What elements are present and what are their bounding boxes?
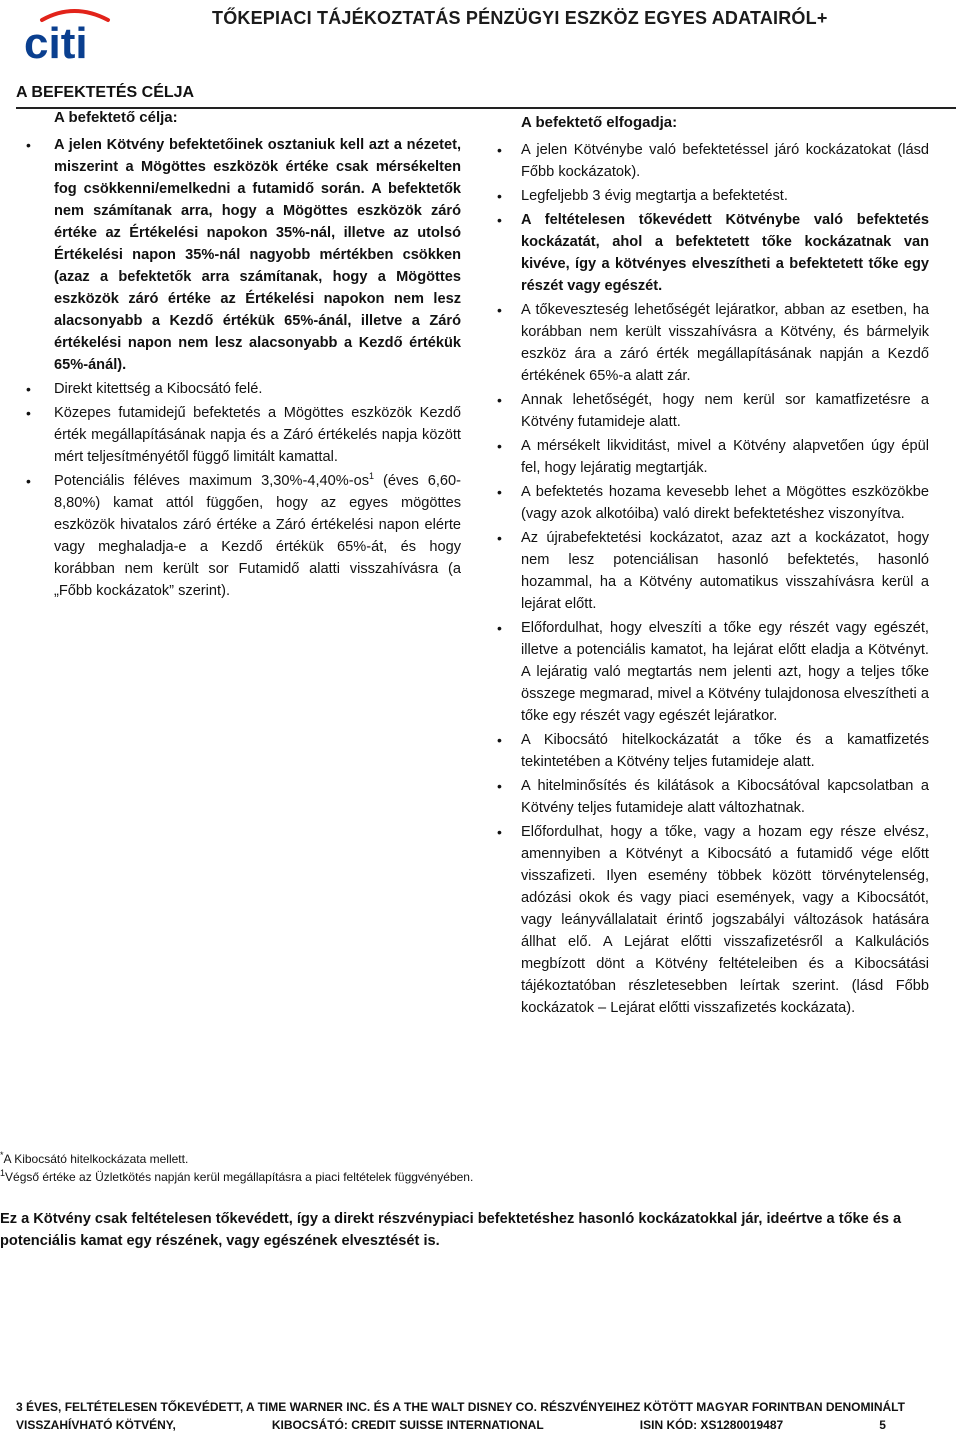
list-item xyxy=(497,821,929,1019)
bullet-icon: • xyxy=(26,405,31,421)
bullet-icon: • xyxy=(497,302,502,318)
footnote-text: Végső értéke az Üzletkötés napján kerül megállapításra a piaci feltételek függvényében. xyxy=(5,1170,474,1184)
list-item-text: A mérsékelt likviditást, mivel a Kötvény alapvetően úgy épül fel, hogy lejáratig megtartják. xyxy=(521,438,929,476)
bullet-icon: • xyxy=(497,620,502,636)
list-item xyxy=(497,299,929,387)
footnote xyxy=(0,1169,473,1185)
bullet-icon: • xyxy=(497,530,502,546)
bullet-icon: • xyxy=(497,212,502,228)
list-item xyxy=(497,435,929,479)
list-item-text-cont: (éves 6,60-8,80%) kamat attól függően, hogy az egyes mögöttes eszközök hivatalos záró értéke a Záró értékelési napon elérte vagy meghaladja-e a Kezdő értékük 65%-át, és hogy korábban nem került sor Futamidő alatti visszahívásra (a „Főbb kockázatok” szerint). xyxy=(54,473,461,599)
left-heading: A befektető célja: xyxy=(54,109,178,126)
bullet-icon: • xyxy=(497,142,502,158)
list-item-text: A tőkeveszteség lehetőségét lejáratkor, abban az esetben, ha korábban nem került visszahívásra a Kötvény, és bármelyik eszköz ára a záró érték megállapításának napján a Kezdő értékének 65%-a alatt zár. xyxy=(521,302,929,384)
bullet-icon: • xyxy=(497,778,502,794)
list-item-text: Előfordulhat, hogy a tőke, vagy a hozam egy része elvész, amennyiben a Kötvényt a Kibocsátó a futamidő vége előtt visszafizeti. Ilyen esemény többek között törvénytelenség, adózási okok és vagy piaci események, vagy a Kibocsátót, vagy leányvállalatait érintő jogszabályi változások hatására állhat elő. A Lejárat előtti visszafizetésről a Kalkulációs megbízott dönt a Kötvény feltételeiben és a Kibocsátási tájékoztatóban részletesebben leírtak szerint. (lásd Főbb kockázatok – Lejárat előtti visszafizetés kockázata). xyxy=(521,824,929,1016)
bullet-icon: • xyxy=(26,381,31,397)
bullet-icon: • xyxy=(26,473,31,489)
list-item xyxy=(26,378,461,400)
list-item-text: Direkt kitettség a Kibocsátó felé. xyxy=(54,381,263,397)
list-item-text: Annak lehetőségét, hogy nem kerül sor kamatfizetésre a Kötvény futamideje alatt. xyxy=(521,392,929,430)
right-bullet-list xyxy=(497,139,929,1019)
bullet-icon: • xyxy=(497,188,502,204)
footnote-mark: * xyxy=(0,1150,4,1160)
bullet-icon: • xyxy=(497,484,502,500)
footnote xyxy=(0,1151,473,1167)
list-item-bold: A feltételesen tőkevédett Kötvénybe való befektetés kockázatát, ahol a befektetett tőke kockázatnak van kivéve, így a kötvényes elveszítheti a befektetett tőke egy részét vagy egészét. xyxy=(521,212,929,294)
right-heading: A befektető elfogadja: xyxy=(521,114,678,131)
bullet-icon: • xyxy=(26,137,31,153)
footer-line2 xyxy=(16,1416,886,1434)
list-item xyxy=(497,775,929,819)
list-item-text: Legfeljebb 3 évig megtartja a befektetést. xyxy=(521,188,788,204)
footer-line1: 3 ÉVES, FELTÉTELESEN TŐKEVÉDETT, A TIME WARNER INC. ÉS A THE WALT DISNEY CO. RÉSZVÉNYEIHEZ KÖTÖTT MAGYAR FORINTBAN DENOMINÁLT xyxy=(16,1400,905,1414)
left-bullet-list xyxy=(26,134,461,602)
bullet-icon: • xyxy=(497,392,502,408)
footnote-text: A Kibocsátó hitelkockázata mellett. xyxy=(3,1152,189,1166)
footer-issuer: KIBOCSÁTÓ: CREDIT SUISSE INTERNATIONAL xyxy=(271,1418,544,1432)
footer-product: VISSZAHÍVHATÓ KÖTVÉNY, xyxy=(16,1418,176,1432)
list-item xyxy=(497,481,929,525)
citi-logo xyxy=(22,8,122,64)
list-item-text: A hitelminősítés és kilátások a Kibocsátóval kapcsolatban a Kötvény teljes futamideje alatt változhatnak. xyxy=(521,778,929,816)
list-item-bold: A jelen Kötvény befektetőinek osztaniuk kell azt a nézetet, miszerint a Mögöttes eszközök értéke csak mérsékelten fog csökkenni/emelkedni a futamidő során. A befektetők nem számítanak arra, hogy a Mögöttes eszközök záró értéke az Értékelési napokon 35%-nál, illetve az utolsó Értékelési napon 35%-nál nagyobb mértékben csökken (azaz a befektetők arra számítanak, hogy a Mögöttes eszközök záró értéke az Értékelési napokon nem lesz alacsonyabb a Kezdő értékük 65%-ánál, illetve a Záró értékelési napon nem lesz alacsonyabb a Kezdő értékük 65%-ánál). xyxy=(54,137,461,373)
list-item xyxy=(497,617,929,727)
list-item xyxy=(497,389,929,433)
list-item xyxy=(497,139,929,183)
list-item-text: Potenciális féléves maximum 3,30%-4,40%-os xyxy=(54,473,369,489)
bullet-icon: • xyxy=(497,438,502,454)
list-item xyxy=(26,134,461,376)
section-title: A BEFEKTETÉS CÉLJA xyxy=(16,84,195,101)
header-title: TŐKEPIACI TÁJÉKOZTATÁS PÉNZÜGYI ESZKÖZ EGYES ADATAIRÓL+ xyxy=(212,8,828,28)
logo-text: citi xyxy=(24,19,88,64)
list-item xyxy=(26,470,461,602)
list-item xyxy=(26,402,461,468)
list-item xyxy=(497,527,929,615)
footnote-ref: 1 xyxy=(369,471,375,482)
page-footer xyxy=(16,1398,956,1434)
footnote-mark: 1 xyxy=(0,1168,6,1178)
list-item-text: Közepes futamidejű befektetés a Mögöttes eszközök Kezdő érték megállapításának napja és a Záró értékelés napja között mért teljesítményétől függő limitált kamattal. xyxy=(54,405,461,465)
left-column xyxy=(26,108,461,604)
list-item-text: A Kibocsátó hitelkockázatát a tőke és a kamatfizetés tekintetében a Kötvény teljes futamideje alatt. xyxy=(521,732,929,770)
list-item-text: A befektetés hozama kevesebb lehet a Mögöttes eszközökbe (vagy azok alkotóiba) való direkt befektetéshez viszonyítva. xyxy=(521,484,929,522)
list-item-text: A jelen Kötvénybe való befektetéssel járó kockázatokat (lásd Főbb kockázatok). xyxy=(521,142,929,180)
list-item xyxy=(497,209,929,297)
right-column xyxy=(497,113,929,1021)
list-item-text: Előfordulhat, hogy elveszíti a tőke egy részét vagy egészét, illetve a potenciális kamatot, ha lejárat előtt eladja a Kötvényt. A lejáratig való megtartás nem jelenti azt, hogy a teljes tőke összege megmarad, mivel a Kötvény tulajdonosa elveszítheti a tőke egy részét vagy egészét lejáratkor. xyxy=(521,620,929,724)
list-item-text: Az újrabefektetési kockázatot, azaz azt a kockázatot, hogy nem lesz potenciálisan hasonló befektetés, hasonló hozammal, ha a Kötvény automatikus visszahívásra kerül a lejárat előtt. xyxy=(521,530,929,612)
page-number: 5 xyxy=(879,1418,886,1432)
bullet-icon: • xyxy=(497,824,502,840)
list-item xyxy=(497,185,929,207)
risk-warning: Ez a Kötvény csak feltételesen tőkevédett, így a direkt részvénypiaci befektetéshez hasonló kockázatokkal jár, ideértve a tőke és a potenciális kamat egy részének, vagy egészének elvesztését is. xyxy=(0,1211,902,1249)
list-item xyxy=(497,729,929,773)
footnotes xyxy=(0,1151,473,1187)
footer-isin: ISIN KÓD: XS1280019487 xyxy=(639,1418,784,1432)
bullet-icon: • xyxy=(497,732,502,748)
